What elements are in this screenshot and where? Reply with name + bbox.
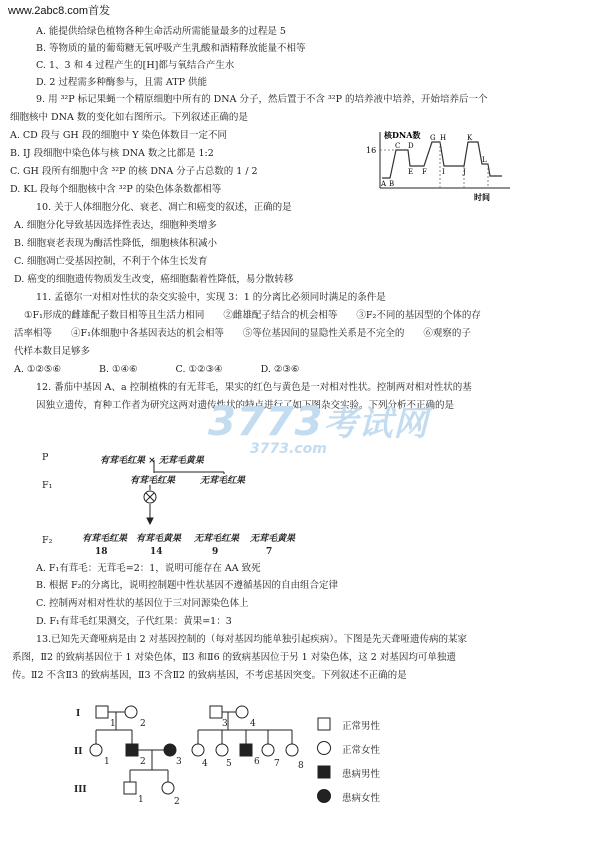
question-line: D. KL 段每个细胞核中含 ³²P 的染色体条数都相等	[10, 184, 222, 195]
graph-point-label: D	[408, 142, 414, 150]
dna-content-graph	[364, 128, 514, 203]
legend-normal-female: 正常女性	[342, 745, 381, 756]
pedigree-legend	[316, 716, 336, 806]
question-line: A. 能提供给绿色植物各种生命活动所需能量最多的过程是 5	[36, 26, 286, 37]
graph-point-label: F	[422, 168, 427, 176]
legend-affected-female: 患病女性	[342, 793, 381, 804]
pedigree-gen-III: III	[74, 785, 87, 795]
pedigree-I2	[125, 706, 137, 718]
graph-point-label: J	[463, 168, 466, 176]
cross-parents: 有茸毛红果 × 无茸毛黄果	[100, 456, 204, 466]
svg-text:7: 7	[274, 759, 280, 769]
cross-count-2: 14	[150, 547, 163, 557]
selfing-symbol	[144, 491, 156, 503]
cross-f1-label: F₁	[42, 480, 53, 491]
legend-affected-female-symbol	[318, 790, 331, 803]
pedigree-II1	[90, 744, 102, 756]
watermark-logo: 3773考试网	[208, 399, 429, 445]
graph-y-tick: 16	[366, 146, 377, 155]
q13-line: 系图，Ⅱ2 的致病基因位于 1 对染色体，Ⅱ3 和Ⅱ6 的致病基因位于另 1 对染色体，这 2 对基因均可单独遗	[12, 652, 456, 663]
cross-count-1: 18	[95, 547, 108, 557]
question-line: B. IJ 段细胞中染色体与核 DNA 数之比都是 1:2	[10, 148, 214, 159]
watermark-url: 3773.com	[250, 441, 327, 457]
question-line: C. GH 段所有细胞中含 ³²P 的核 DNA 分子占总数的 1 / 2	[10, 166, 258, 177]
question-line: 活率相等 ④F₁体细胞中各基因表达的机会相等 ⑤等位基因间的显隐性关系是不完全的 ⑥观察的子	[14, 328, 471, 339]
svg-text:6: 6	[254, 757, 260, 767]
graph-point-label: E	[408, 168, 414, 176]
question-line: A. 细胞分化导致基因选择性表达，细胞种类增多	[14, 220, 217, 231]
q13-line: 13.已知先天聋哑病是由 2 对基因控制的（每对基因均能单独引起疾病）。下图是先天聋哑遗传病的某家	[36, 634, 467, 645]
graph-y-label: 核DNA数	[384, 130, 421, 140]
pedigree-II4	[192, 744, 204, 756]
cross-arrows	[0, 460, 600, 535]
graph-point-label: G	[430, 134, 436, 142]
legend-normal-male-symbol	[318, 718, 330, 730]
cross-f2-4: 无茸毛黄果	[250, 534, 296, 544]
legend-normal-female-symbol	[318, 742, 331, 755]
legend-normal-male: 正常男性	[342, 721, 381, 732]
cross-f2-3: 无茸毛红果	[194, 534, 240, 544]
q12-option: D. F₁有茸毛红果测交，子代红果：黄果=1：3	[36, 616, 232, 627]
question-line: 代样本数目足够多	[14, 346, 91, 357]
cross-f2-2: 有茸毛黄果	[136, 534, 182, 544]
cross-f1-left: 有茸毛红果	[130, 476, 176, 486]
pedigree-II8	[286, 744, 298, 756]
question-line: 10. 关于人体细胞分化、衰老、凋亡和癌变的叙述，正确的是	[36, 202, 292, 213]
svg-text:3: 3	[176, 757, 182, 767]
question-line: 11. 孟德尔一对相对性状的杂交实验中，实现 3：1 的分离比必须同时满足的条件是	[36, 292, 386, 303]
pedigree-gen-I: I	[76, 709, 81, 719]
question-line: A. CD 段与 GH 段的细胞中 Y 染色体数目一定不同	[10, 130, 228, 141]
svg-text:8: 8	[298, 761, 304, 771]
question-line: B. 细胞衰老表现为酶活性降低，细胞核体积减小	[14, 238, 218, 249]
cross-f1-right: 无茸毛红果	[200, 476, 246, 486]
svg-text:4: 4	[202, 759, 208, 769]
pedigree-II3	[164, 744, 176, 756]
cross-count-3: 9	[212, 547, 219, 557]
svg-text:3: 3	[222, 719, 228, 729]
cross-count-4: 7	[266, 547, 273, 557]
legend-affected-male-symbol	[318, 766, 330, 778]
graph-point-label: A	[381, 180, 387, 188]
question-line: C. 1、3 和 4 过程产生的[H]都与氧结合产生水	[36, 60, 235, 71]
question-line: 9. 用 ³²P 标记果蝇一个精原细胞中所有的 DNA 分子，然后置于不含 ³²P 的培养液中培养，开始培养后一个	[36, 94, 488, 105]
q12-option: A. F₁有茸毛：无茸毛=2：1，说明可能存在 AA 致死	[36, 563, 261, 574]
question-line: B. 等物质的量的葡萄糖无氧呼吸产生乳酸和酒精释放能量不相等	[36, 43, 306, 54]
site-header: www.2abc8.com首发	[8, 5, 111, 17]
graph-point-label: B	[389, 180, 395, 188]
question-line: A. ①②⑤⑥ B. ①④⑥ C. ①②③④ D. ②③⑥	[14, 364, 300, 375]
graph-point-label: L	[482, 156, 487, 164]
pedigree-II5	[216, 744, 228, 756]
svg-text:1: 1	[138, 795, 144, 805]
svg-text:4: 4	[250, 719, 256, 729]
svg-text:2: 2	[140, 719, 146, 729]
question-line: 因独立遗传，育种工作者为研究这两对遗传性状的特点进行了如下图杂交实验。下列分析不正确的是	[36, 400, 455, 411]
svg-text:2: 2	[174, 797, 180, 807]
question-line: D. 癌变的细胞遗传物质发生改变，癌细胞黏着性降低，易分散转移	[14, 274, 294, 285]
question-line: 细胞核中 DNA 数的变化如右图所示。下列叙述正确的是	[10, 112, 248, 123]
pedigree-I3	[210, 706, 222, 718]
question-line: D. 2 过程需多种酶参与，且需 ATP 供能	[36, 77, 207, 88]
question-line: ①F₁形成的雌雄配子数目相等且生活力相同 ②雌雄配子结合的机会相等 ③F₂不同的基因型的个体的存	[24, 310, 481, 321]
legend-affected-male: 患病男性	[342, 769, 381, 780]
q13-line: 传。Ⅱ2 不含Ⅱ3 的致病基因，Ⅱ3 不含Ⅱ2 的致病基因，不考虑基因突变。下列叙述不正确的是	[12, 670, 407, 681]
graph-x-label: 时间	[474, 192, 490, 202]
cross-p-label: P	[42, 452, 49, 463]
svg-text:1: 1	[104, 757, 110, 767]
pedigree-II7	[262, 744, 274, 756]
pedigree-gen-II: II	[74, 747, 83, 757]
pedigree-II6	[240, 744, 252, 756]
graph-point-label: I	[442, 168, 445, 176]
svg-text:2: 2	[140, 757, 146, 767]
q12-option: B. 根据 F₂的分离比，说明控制题中性状基因不遵循基因的自由组合定律	[36, 580, 338, 591]
svg-text:5: 5	[226, 759, 232, 769]
pedigree-I1	[96, 706, 108, 718]
pedigree-II2	[126, 744, 138, 756]
pedigree-III1	[124, 782, 136, 794]
cross-f2-1: 有茸毛红果	[82, 534, 128, 544]
cross-f2-label: F₂	[42, 535, 53, 546]
graph-point-label: C	[395, 142, 401, 150]
question-line: C. 细胞凋亡受基因控制，不利于个体生长发育	[14, 256, 208, 267]
question-line: 12. 番茄中基因 A、a 控制植株的有无茸毛，果实的红色与黄色是一对相对性状。控制两对相对性状的基	[36, 382, 472, 393]
pedigree-III2	[162, 782, 174, 794]
pedigree-I4	[236, 706, 248, 718]
q12-option: C. 控制两对相对性状的基因位于三对同源染色体上	[36, 598, 249, 609]
graph-point-label: K	[467, 134, 473, 142]
graph-point-label: H	[440, 134, 447, 142]
svg-text:1: 1	[110, 719, 116, 729]
